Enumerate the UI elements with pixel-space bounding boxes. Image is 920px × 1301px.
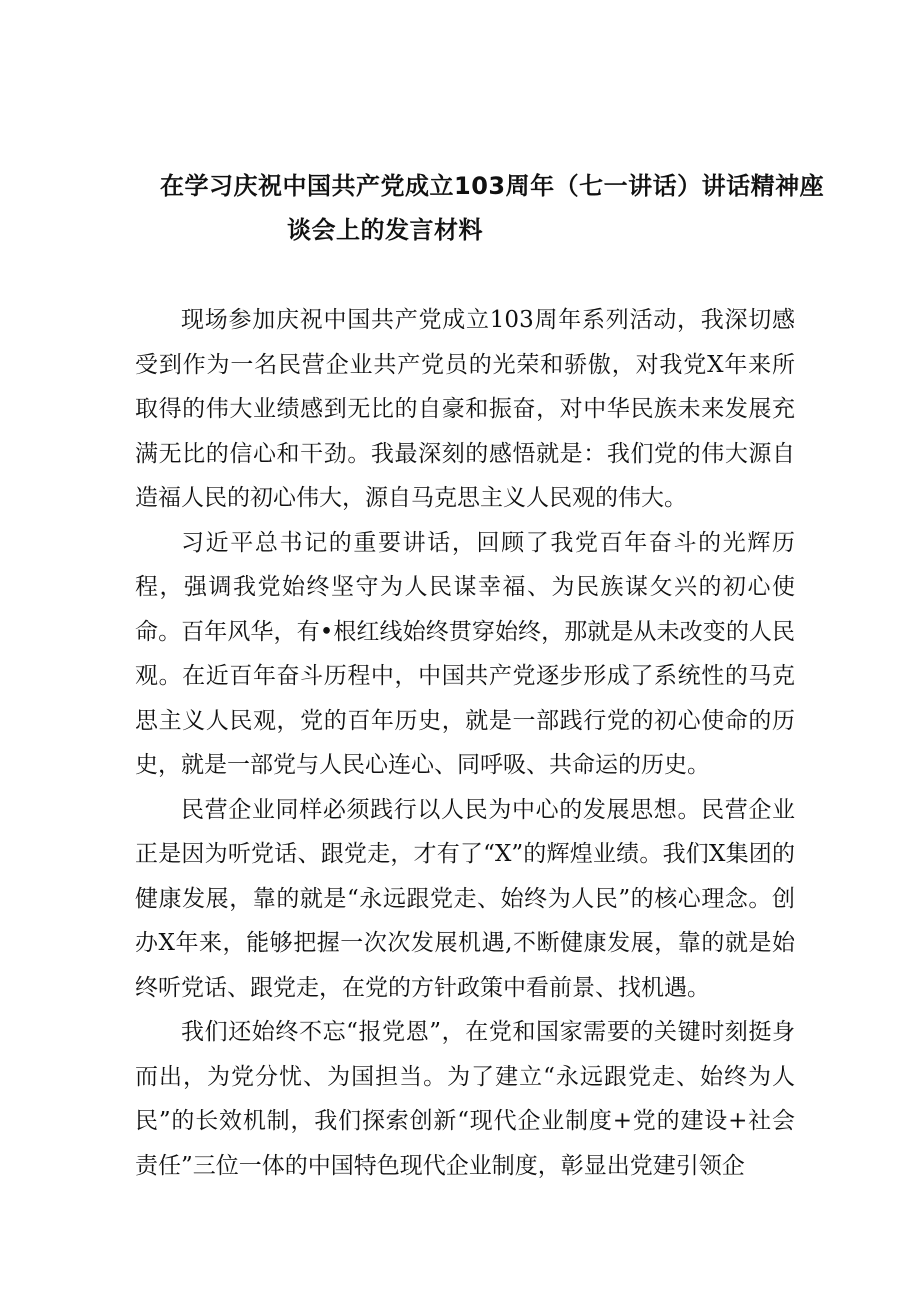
document-body — [135, 298, 795, 1188]
paragraph-1: 现场参加庆祝中国共产党成立103周年系列活动，我深切感受到作为一名民营企业共产党员的光荣和骄傲，对我党X年来所取得的伟大业绩感到无比的自豪和振奋，对中华民族未来发展充满无比的信心和干劲。我最深刻的感悟就是：我们党的伟大源自造福人民的初心伟大，源自马克思主义人民观的伟大。 — [135, 307, 795, 511]
document-title — [160, 164, 825, 252]
paragraph-3: 民营企业同样必须践行以人民为中心的发展思想。民营企业正是因为听党话、跟党走，才有了“X”的辉煌业绩。我们X集团的健康发展，靠的就是“永远跟党走、始终为人民”的核心理念。创办X年来，能够把握一次次发展机遇,不断健康发展，靠的就是始终听党话、跟党走，在党的方针政策中看前景、找机遇。 — [135, 796, 795, 1001]
paragraph-2: 习近平总书记的重要讲话，回顾了我党百年奋斗的光辉历程，强调我党始终坚守为人民谋幸福、为民族谋攵兴的初心使命。百年风华，有•根红线始终贯穿始终，那就是从未改变的人民观。在近百年奋斗历程中，中国共产党逐步形成了系统性的马克思主义人民观，党的百年历史，就是一部践行党的初心使命的历史，就是一部党与人民心连心、同呼吸、共命运的历史。 — [135, 529, 795, 778]
paragraph-4: 我们还始终不忘“报党恩”，在党和国家需要的关键时刻挺身而出，为党分忧、为国担当。为了建立“永远跟党走、始终为人民”的长效机制，我们探索创新“现代企业制度+党的建设+社会责任”三位一体的中国特色现代企业制度，彰显出党建引领企 — [135, 1019, 795, 1179]
title-line-1: 在学习庆祝中国共产党成立103周年（七一讲话）讲话精神座 — [160, 172, 825, 200]
title-line-2: 谈会上的发言材料 — [287, 216, 483, 244]
